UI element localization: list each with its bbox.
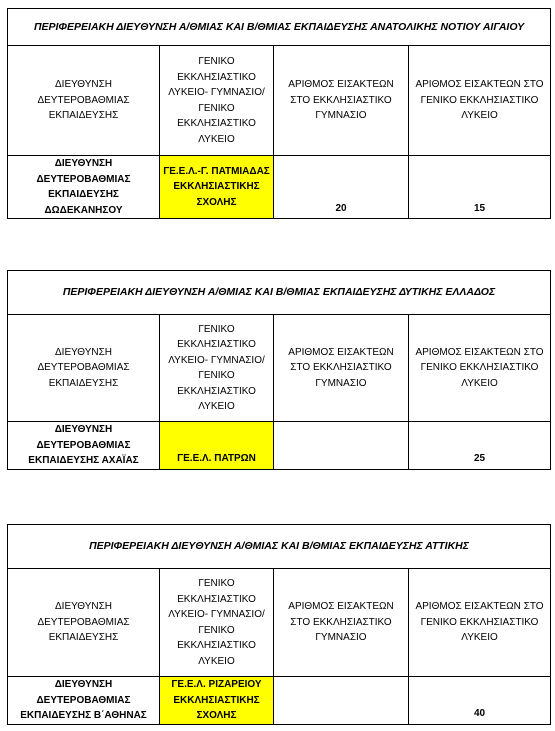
- header-directorate: ΔΙΕΥΘΥΝΣΗ ΔΕΥΤΕΡΟΒΑΘΜΙΑΣ ΕΚΠΑΙΔΕΥΣΗΣ: [8, 46, 160, 156]
- header-gymnasium-admissions: ΑΡΙΘΜΟΣ ΕΙΣΑΚΤΕΩΝ ΣΤΟ ΕΚΚΛΗΣΙΑΣΤΙΚΟ ΓΥΜΝΑΣΙΟ: [274, 315, 409, 422]
- lyceum-admissions-cell: 15: [409, 156, 551, 219]
- header-gymnasium-admissions: ΑΡΙΘΜΟΣ ΕΙΣΑΚΤΕΩΝ ΣΤΟ ΕΚΚΛΗΣΙΑΣΤΙΚΟ ΓΥΜΝΑΣΙΟ: [274, 569, 409, 677]
- directorate-cell: ΔΙΕΥΘΥΝΣΗ ΔΕΥΤΕΡΟΒΑΘΜΙΑΣ ΕΚΠΑΙΔΕΥΣΗΣ Β΄ΑΘΗΝΑΣ: [8, 677, 160, 725]
- school-cell-highlighted: ΓΕ.Ε.Λ. ΠΑΤΡΩΝ: [160, 422, 274, 470]
- gymnasium-admissions-cell: [274, 677, 409, 725]
- header-lyceum-admissions: ΑΡΙΘΜΟΣ ΕΙΣΑΚΤΕΩΝ ΣΤΟ ΓΕΝΙΚΟ ΕΚΚΛΗΣΙΑΣΤΙΚΟ ΛΥΚΕΙΟ: [409, 46, 551, 156]
- school-cell-highlighted: ΓΕ.Ε.Λ.-Γ. ΠΑΤΜΙΑΔΑΣ ΕΚΚΛΗΣΙΑΣΤΙΚΗΣ ΣΧΟΛΗΣ: [160, 156, 274, 219]
- gymnasium-admissions-cell: [274, 422, 409, 470]
- directorate-cell: ΔΙΕΥΘΥΝΣΗ ΔΕΥΤΕΡΟΒΑΘΜΙΑΣ ΕΚΠΑΙΔΕΥΣΗΣ ΑΧΑΪΑΣ: [8, 422, 160, 470]
- header-school: ΓΕΝΙΚΟ ΕΚΚΛΗΣΙΑΣΤΙΚΟ ΛΥΚΕΙΟ- ΓΥΜΝΑΣΙΟ/ ΓΕΝΙΚΟ ΕΚΚΛΗΣΙΑΣΤΙΚΟ ΛΥΚΕΙΟ: [160, 46, 274, 156]
- school-cell-highlighted: ΓΕ.Ε.Λ. ΡΙΖΑΡΕΙΟΥ ΕΚΚΛΗΣΙΑΣΤΙΚΗΣ ΣΧΟΛΗΣ: [160, 677, 274, 725]
- header-directorate: ΔΙΕΥΘΥΝΣΗ ΔΕΥΤΕΡΟΒΑΘΜΙΑΣ ΕΚΠΑΙΔΕΥΣΗΣ: [8, 315, 160, 422]
- header-lyceum-admissions: ΑΡΙΘΜΟΣ ΕΙΣΑΚΤΕΩΝ ΣΤΟ ΓΕΝΙΚΟ ΕΚΚΛΗΣΙΑΣΤΙΚΟ ΛΥΚΕΙΟ: [409, 569, 551, 677]
- header-lyceum-admissions: ΑΡΙΘΜΟΣ ΕΙΣΑΚΤΕΩΝ ΣΤΟ ΓΕΝΙΚΟ ΕΚΚΛΗΣΙΑΣΤΙΚΟ ΛΥΚΕΙΟ: [409, 315, 551, 422]
- region-table-anatoliki-notiou-aigaiou: [7, 8, 551, 219]
- header-gymnasium-admissions: ΑΡΙΘΜΟΣ ΕΙΣΑΚΤΕΩΝ ΣΤΟ ΕΚΚΛΗΣΙΑΣΤΙΚΟ ΓΥΜΝΑΣΙΟ: [274, 46, 409, 156]
- lyceum-admissions-cell: 40: [409, 677, 551, 725]
- region-title: ΠΕΡΙΦΕΡΕΙΑΚΗ ΔΙΕΥΘΥΝΣΗ Α/ΘΜΙΑΣ ΚΑΙ Β/ΘΜΙΑΣ ΕΚΠΑΙΔΕΥΣΗΣ ΔΥΤΙΚΗΣ ΕΛΛΑΔΟΣ: [8, 271, 551, 315]
- region-title: ΠΕΡΙΦΕΡΕΙΑΚΗ ΔΙΕΥΘΥΝΣΗ Α/ΘΜΙΑΣ ΚΑΙ Β/ΘΜΙΑΣ ΕΚΠΑΙΔΕΥΣΗΣ ΑΝΑΤΟΛΙΚΗΣ ΝΟΤΙΟΥ ΑΙΓΑΙΟΥ: [8, 9, 551, 46]
- region-title: ΠΕΡΙΦΕΡΕΙΑΚΗ ΔΙΕΥΘΥΝΣΗ Α/ΘΜΙΑΣ ΚΑΙ Β/ΘΜΙΑΣ ΕΚΠΑΙΔΕΥΣΗΣ ΑΤΤΙΚΗΣ: [8, 525, 551, 569]
- directorate-cell: ΔΙΕΥΘΥΝΣΗ ΔΕΥΤΕΡΟΒΑΘΜΙΑΣ ΕΚΠΑΙΔΕΥΣΗΣ ΔΩΔΕΚΑΝΗΣΟΥ: [8, 156, 160, 219]
- region-table-dytikis-ellados: [7, 270, 551, 470]
- lyceum-admissions-cell: 25: [409, 422, 551, 470]
- region-table-attikis: [7, 524, 551, 725]
- gymnasium-admissions-cell: 20: [274, 156, 409, 219]
- header-school: ΓΕΝΙΚΟ ΕΚΚΛΗΣΙΑΣΤΙΚΟ ΛΥΚΕΙΟ- ΓΥΜΝΑΣΙΟ/ ΓΕΝΙΚΟ ΕΚΚΛΗΣΙΑΣΤΙΚΟ ΛΥΚΕΙΟ: [160, 569, 274, 677]
- header-school: ΓΕΝΙΚΟ ΕΚΚΛΗΣΙΑΣΤΙΚΟ ΛΥΚΕΙΟ- ΓΥΜΝΑΣΙΟ/ ΓΕΝΙΚΟ ΕΚΚΛΗΣΙΑΣΤΙΚΟ ΛΥΚΕΙΟ: [160, 315, 274, 422]
- header-directorate: ΔΙΕΥΘΥΝΣΗ ΔΕΥΤΕΡΟΒΑΘΜΙΑΣ ΕΚΠΑΙΔΕΥΣΗΣ: [8, 569, 160, 677]
